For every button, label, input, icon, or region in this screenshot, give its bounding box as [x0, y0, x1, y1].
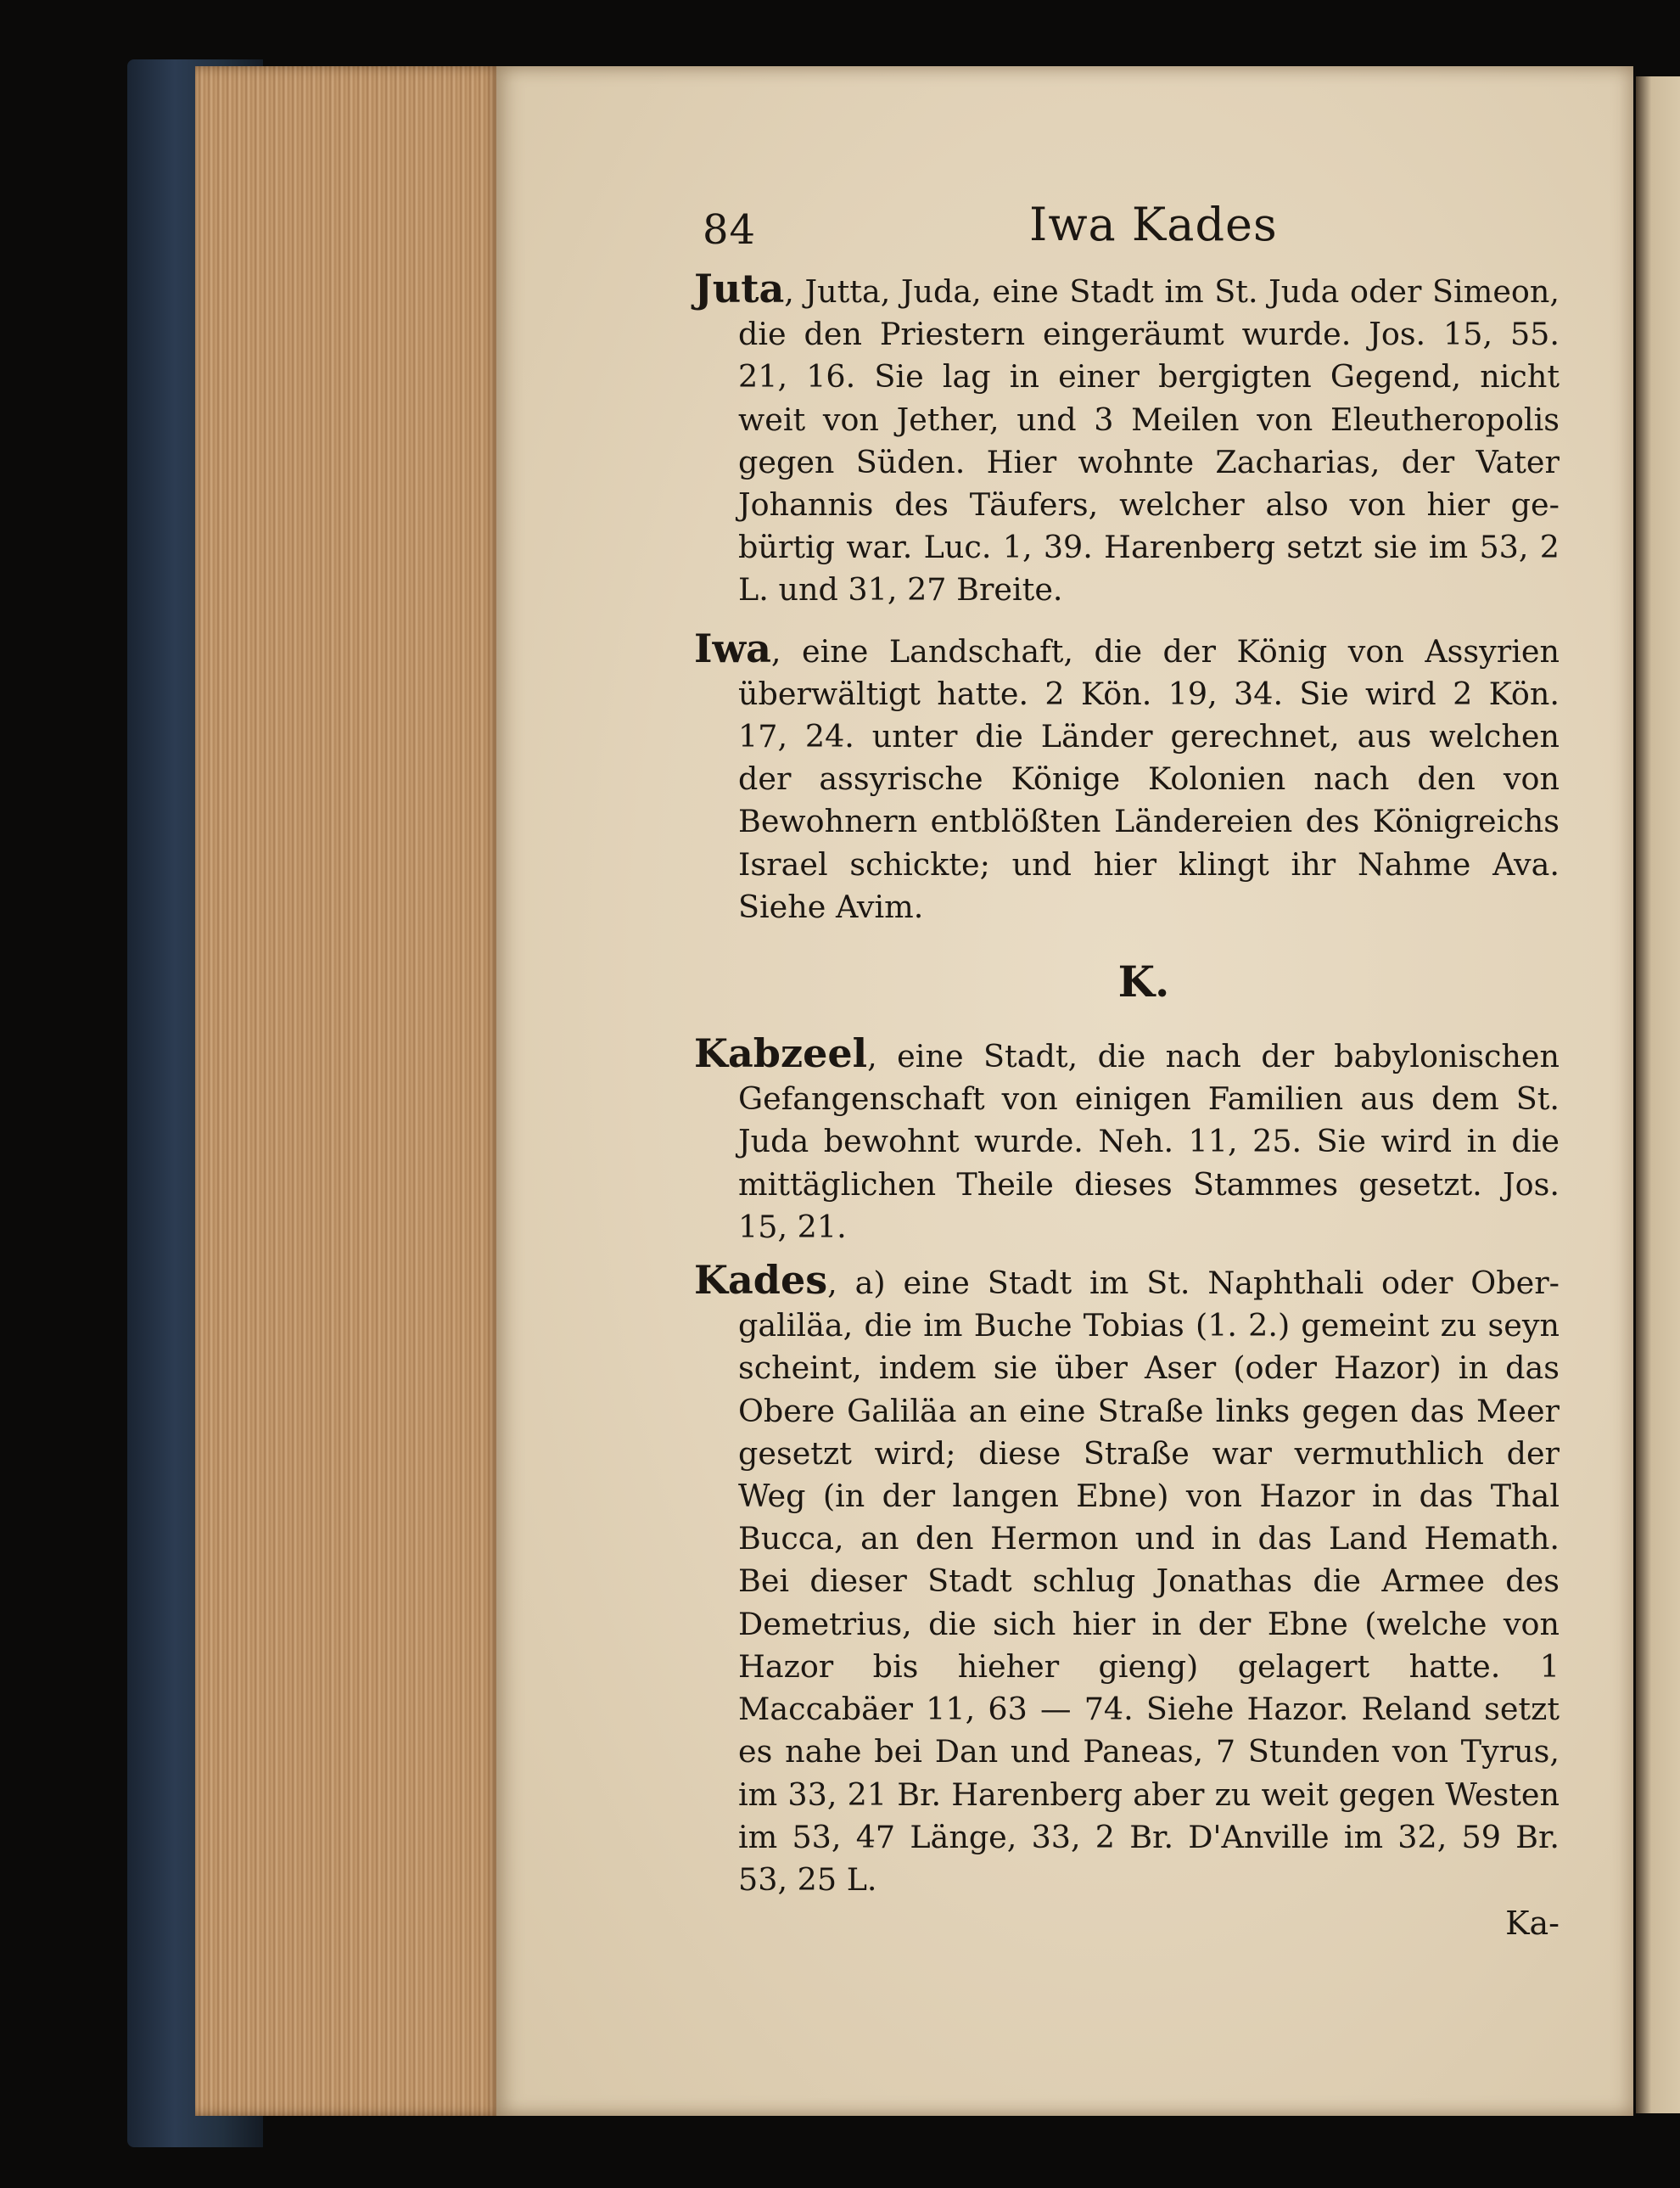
lemma-kades: Kades: [694, 1257, 828, 1304]
entry-juta: [694, 267, 1560, 612]
entry-kabzeel-text: , eine Stadt, die nach der babylonischen Gefangenschaft von einigen Familien aus dem St. Juda bewohnt wurde. Neh. 11, 25. Sie wird in die mittäglichen Theile dieses Stammes gesetzt. Jos. 15, 21.: [738, 1038, 1560, 1245]
section-letter: K.: [1117, 957, 1170, 1007]
entry-kabzeel: [694, 1032, 1560, 1248]
entry-iwa: [694, 627, 1560, 928]
entry-juta-text: , Jutta, Juda, eine Stadt im St. Juda oder Simeon, die den Priestern eingeräumt wurde. Jos. 15, 55. 21, 16. Sie lag in einer bergigten Gegend, nicht weit von Jether, und 3 Meilen von Eleutheropolis gegen Süden. Hier wohnte Zacharias, der Vater Johannis des Täufers, welcher also von hier gebürtig war. Luc. 1, 39. Harenberg setzt sie im 53, 2 L. und 31, 27 Breite.: [738, 273, 1560, 609]
page-edges: [195, 66, 501, 2116]
page-text: [694, 191, 1560, 1942]
entry-iwa-text: , eine Landschaft, die der König von Assyrien überwältigt hatte. 2 Kön. 19, 34. Sie wird 2 Kön. 17, 24. unter die Länder gerechnet, aus welchen der assyrische Könige Kolonien nach den von Bewohnern entblößten Ländereien des Königreichs Israel schickte; und hier klingt ihr Nahme Ava. Siehe Avim.: [738, 632, 1560, 925]
running-title: Iwa Kades: [1029, 198, 1278, 251]
lemma-kabzeel: Kabzeel: [694, 1030, 868, 1077]
entry-kades-text: , a) eine Stadt im St. Naphthali oder Obergaliläa, die im Buche Tobias (1. 2.) gemeint zu seyn scheint, indem sie über Aser (oder Hazor) in das Obere Galiläa an eine Straße links gegen das Meer gesetzt wird; diese Straße war vermuthlich der Weg (in der langen Ebne) von Hazor in das Thal Bucca, an den Hermon und in das Land Hemath. Bei dieser Stadt schlug Jonathas die Armee des Demetrius, die sich hier in der Ebne (welche von Hazor bis hieher gieng) gelagert hatte. 1 Maccabäer 11, 63 — 74. Siehe Hazor. Reland setzt es nahe bei Dan und Paneas, 7 Stunden von Tyrus, im 33, 21 Br. Harenberg aber zu weit gegen Westen im 53, 47 Länge, 33, 2 Br. D'Anville im 32, 59 Br. 53, 25 L.: [738, 1265, 1560, 1898]
entry-kades: [694, 1259, 1560, 1901]
running-head: [694, 191, 1560, 259]
facing-page-edge: [1636, 76, 1680, 2113]
catchword: Ka-: [1505, 1905, 1560, 1943]
lemma-juta: Juta: [694, 266, 785, 311]
lemma-iwa: Iwa: [694, 625, 771, 671]
page-number: 84: [703, 206, 757, 254]
